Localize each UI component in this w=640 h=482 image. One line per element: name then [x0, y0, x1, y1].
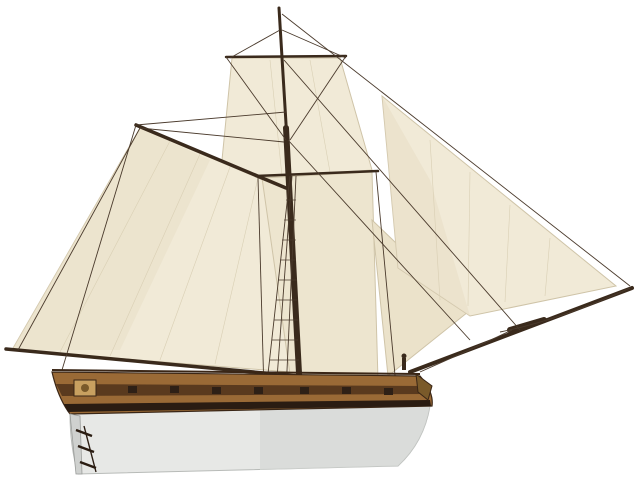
hull-stripe — [56, 384, 426, 396]
hull — [52, 370, 432, 474]
topsail-yard — [226, 56, 346, 57]
deck-figure — [402, 354, 407, 371]
